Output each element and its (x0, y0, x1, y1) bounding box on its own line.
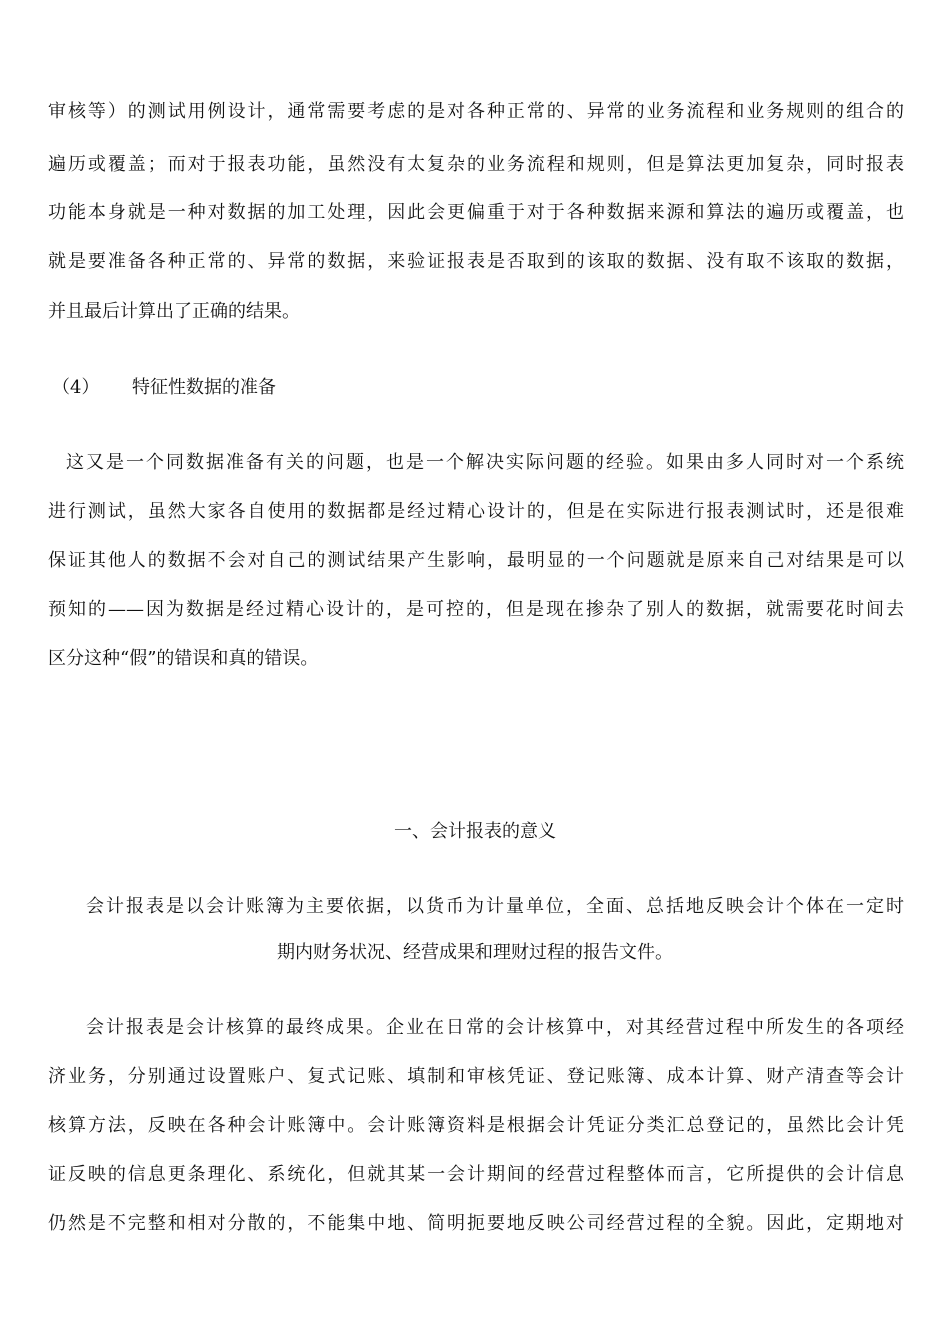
paragraph-1-line-1: 审核等）的测试用例设计，通常需要考虑的是对各种正常的、异常的业务流程和业务规则的组合的 (48, 101, 904, 122)
paragraph-2-line-1: 这又是一个同数据准备有关的问题，也是一个解决实际问题的经验。如果由多人同时对一个系统 (66, 452, 904, 473)
section-one-heading: 一、会计报表的意义 (394, 821, 556, 842)
paragraph-3-line-5: 仍然是不完整和相对分散的，不能集中地、简明扼要地反映公司经营过程的全貌。因此，定期地对 (48, 1213, 904, 1234)
paragraph-3-line-2: 济业务，分别通过设置账户、复式记账、填制和审核凭证、登记账簿、成本计算、财产清查等会计 (48, 1066, 904, 1087)
paragraph-1-line-3: 功能本身就是一种对数据的加工处理，因此会更偏重于对于各种数据来源和算法的遍历或覆盖，也 (48, 202, 904, 223)
section-4-heading (52, 376, 276, 400)
section-4-title: 特征性数据的准备 (132, 377, 276, 398)
paragraph-2-line-2: 进行测试，虽然大家各自使用的数据都是经过精心设计的，但是在实际进行报表测试时，还是很难 (48, 501, 904, 522)
paragraph-2-line-3: 保证其他人的数据不会对自己的测试结果产生影响，最明显的一个问题就是原来自己对结果是可以 (48, 550, 904, 571)
paragraph-1-line-5: 并且最后计算出了正确的结果。 (48, 301, 300, 322)
paragraph-2-line-4: 预知的——因为数据是经过精心设计的，是可控的，但是现在掺杂了别人的数据，就需要花时间去 (48, 599, 904, 620)
paragraph-3-line-1: 会计报表是会计核算的最终成果。企业在日常的会计核算中，对其经营过程中所发生的各项经 (86, 1017, 904, 1038)
section-4-number: （4） (52, 377, 100, 398)
paragraph-2-line-5: 区分这种“假”的错误和真的错误。 (48, 648, 319, 669)
paragraph-3-line-3: 核算方法，反映在各种会计账簿中。会计账簿资料是根据会计凭证分类汇总登记的，虽然比会计凭 (48, 1115, 904, 1136)
definition-line-2: 期内财务状况、经营成果和理财过程的报告文件。 (277, 942, 673, 963)
paragraph-1-line-2: 遍历或覆盖；而对于报表功能，虽然没有太复杂的业务流程和规则，但是算法更加复杂，同时报表 (48, 154, 904, 175)
definition-line-1: 会计报表是以会计账簿为主要依据，以货币为计量单位，全面、总括地反映会计个体在一定时 (86, 896, 904, 917)
paragraph-3-line-4: 证反映的信息更条理化、系统化，但就其某一会计期间的经营过程整体而言，它所提供的会计信息 (48, 1164, 904, 1185)
paragraph-1-line-4: 就是要准备各种正常的、异常的数据，来验证报表是否取到的该取的数据、没有取不该取的数据， (48, 251, 904, 272)
